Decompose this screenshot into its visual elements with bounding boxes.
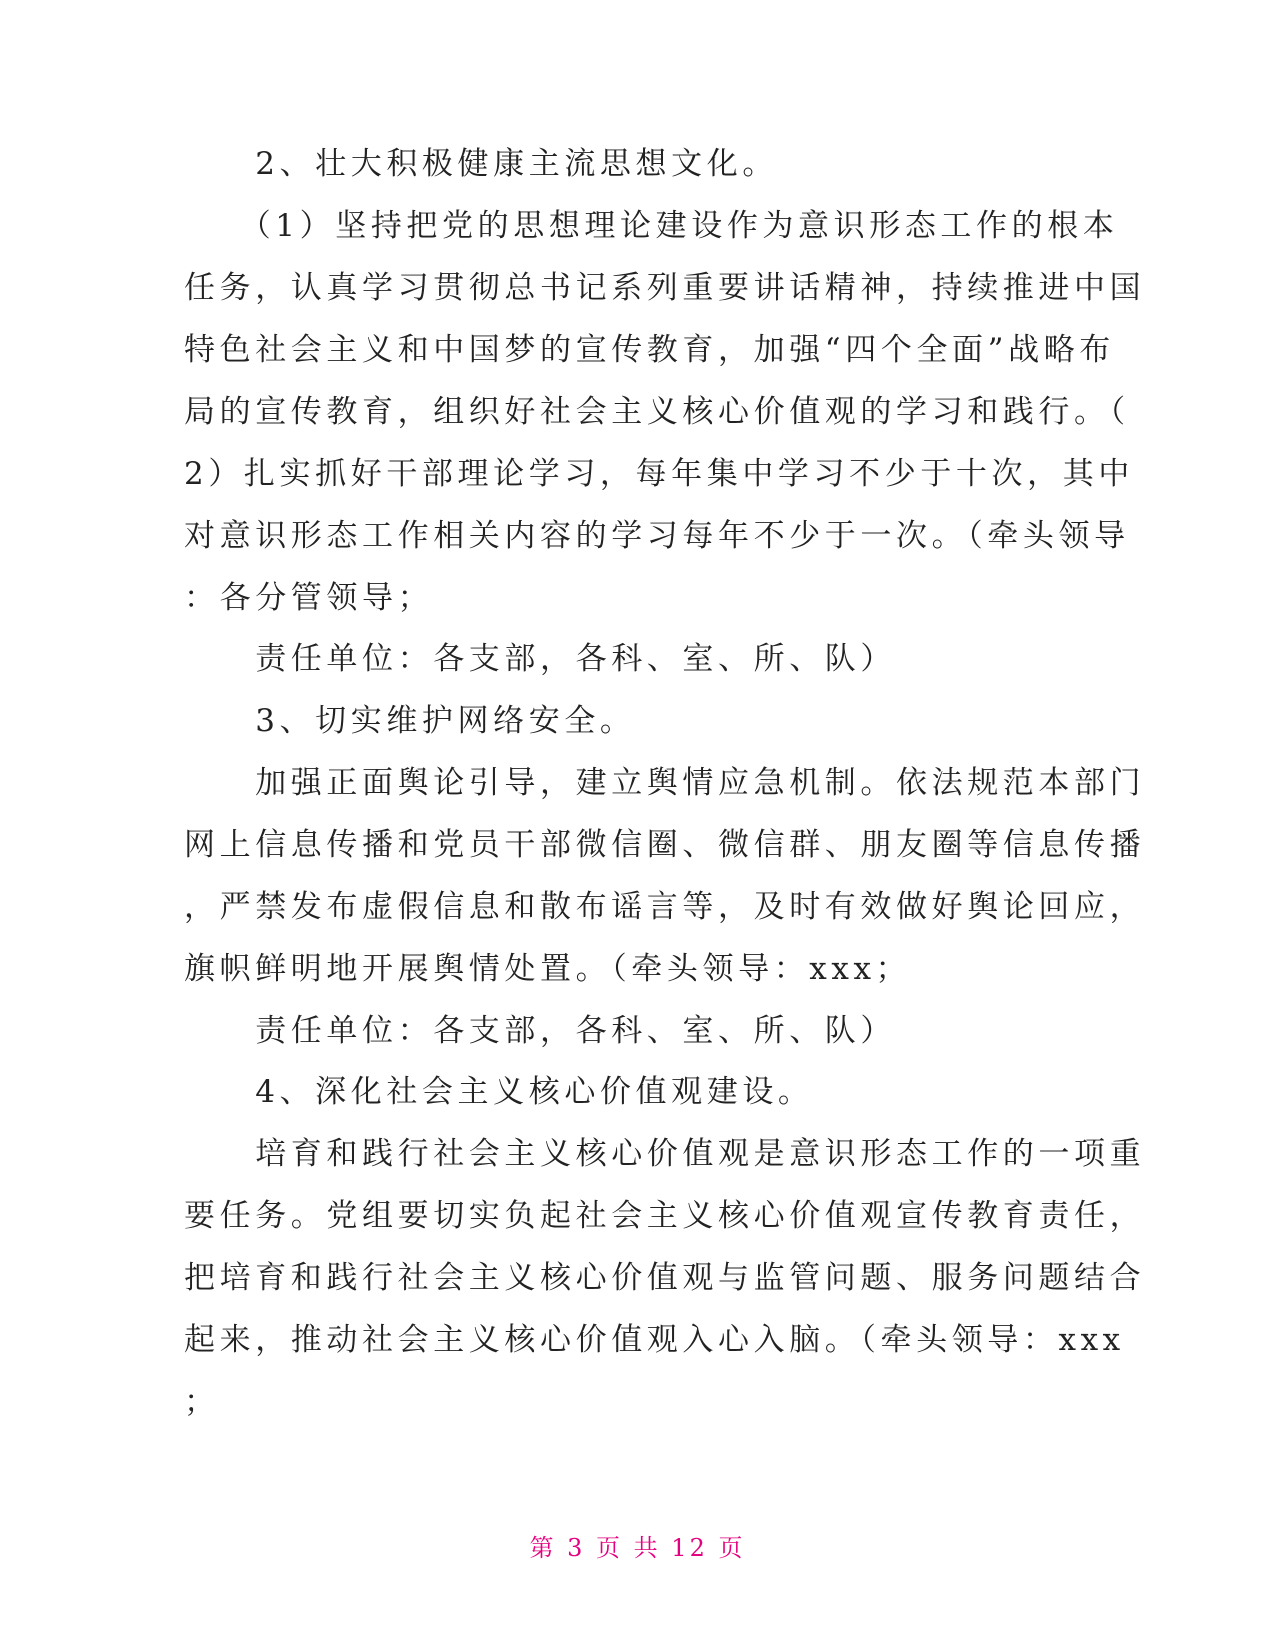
text-line: 责任单位：各支部，各科、室、所、队） — [184, 641, 896, 677]
text-line: 把培育和践行社会主义核心价值观与监管问题、服务问题结合 — [184, 1260, 1146, 1296]
text-line: 旗帜鲜明地开展舆情处置。（牵头领导：xxx； — [184, 951, 912, 987]
text-line: 培育和践行社会主义核心价值观是意识形态工作的一项重 — [184, 1136, 1146, 1172]
text-line: 2）扎实抓好干部理论学习，每年集中学习不少于十次，其中 — [184, 456, 1134, 492]
text-line: 网上信息传播和党员干部微信圈、微信群、朋友圈等信息传播 — [184, 827, 1146, 863]
text-line: 责任单位：各支部，各科、室、所、队） — [184, 1013, 896, 1049]
text-line: ； — [184, 1384, 220, 1420]
text-line: （1）坚持把党的思想理论建设作为意识形态工作的根本 — [184, 208, 1119, 244]
text-line: ：各分管领导； — [184, 580, 434, 616]
text-line: 4、深化社会主义核心价值观建设。 — [184, 1074, 814, 1110]
text-line: ，严禁发布虚假信息和散布谣言等，及时有效做好舆论回应， — [184, 889, 1146, 925]
text-line: 任务，认真学习贯彻总书记系列重要讲话精神，持续推进中国 — [184, 270, 1146, 306]
text-line: 对意识形态工作相关内容的学习每年不少于一次。（牵头领导 — [184, 518, 1130, 554]
text-line: 2、壮大积极健康主流思想文化。 — [184, 146, 778, 182]
text-line: 局的宣传教育，组织好社会主义核心价值观的学习和践行。（ — [184, 394, 1130, 430]
text-line: 起来，推动社会主义核心价值观入心入脑。（牵头领导：xxx — [184, 1322, 1125, 1358]
text-line: 特色社会主义和中国梦的宣传教育，加强“四个全面”战略布 — [184, 332, 1115, 368]
text-line: 要任务。党组要切实负起社会主义核心价值观宣传教育责任， — [184, 1198, 1146, 1234]
page-number-footer: 第 3 页 共 12 页 — [529, 1534, 746, 1562]
text-line: 3、切实维护网络安全。 — [184, 703, 636, 739]
text-line: 加强正面舆论引导，建立舆情应急机制。依法规范本部门 — [184, 765, 1146, 801]
